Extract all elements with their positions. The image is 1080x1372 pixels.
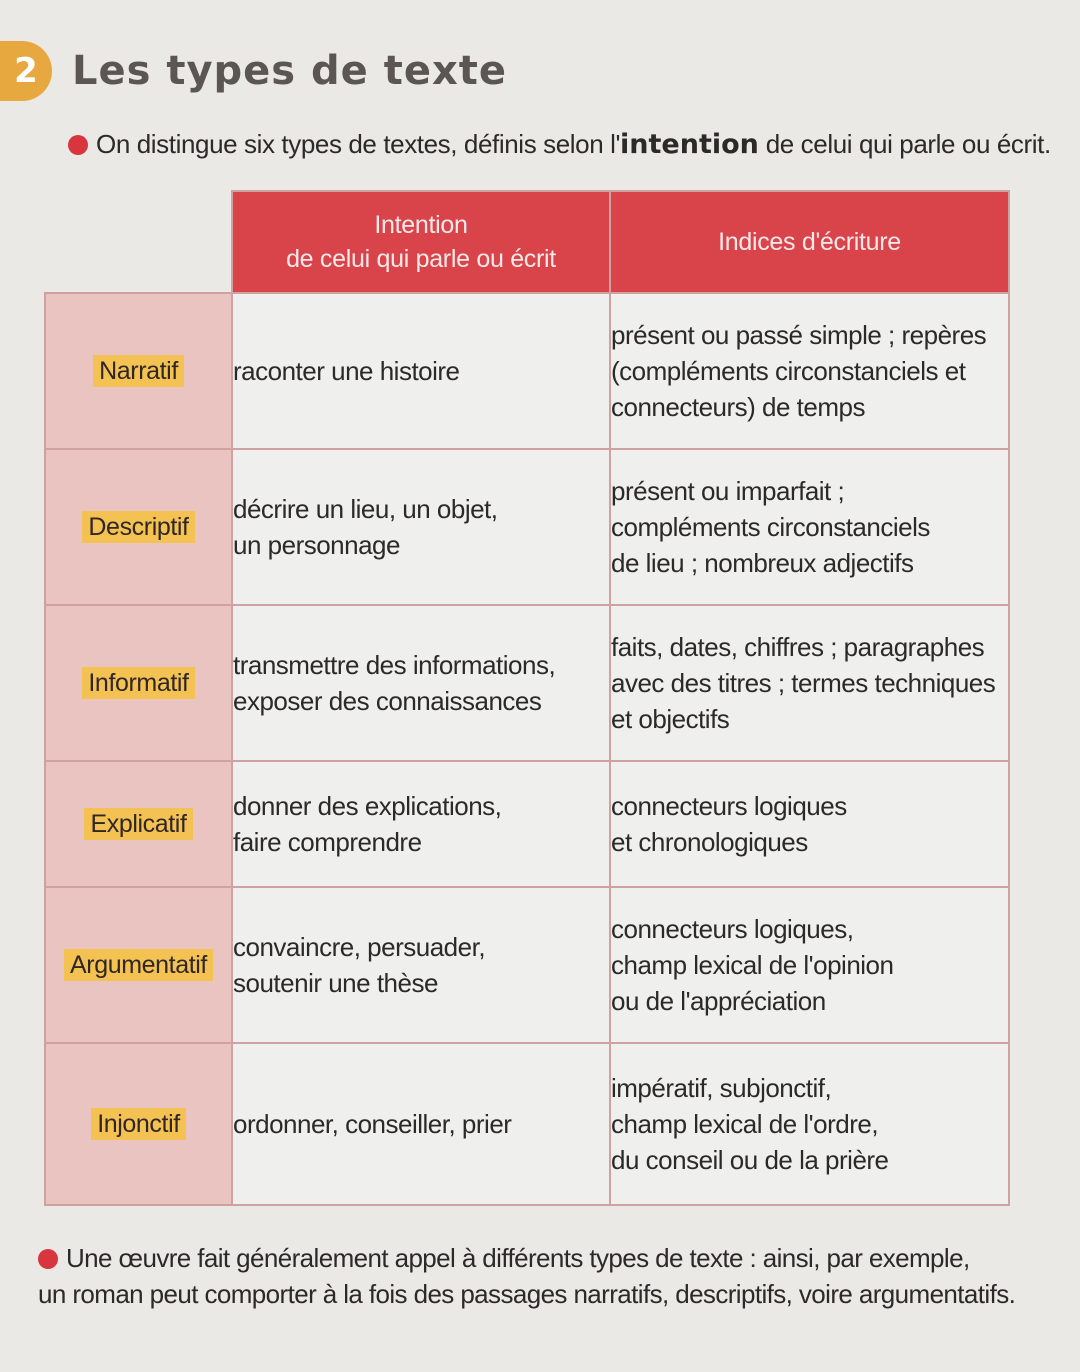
type-label: Descriptif — [82, 511, 194, 543]
indices-line: du conseil ou de la prière — [611, 1145, 889, 1175]
intention-line: décrire un lieu, un objet, — [233, 494, 498, 524]
indices-cell — [610, 293, 1009, 449]
section-title: Les types de texte — [72, 48, 508, 94]
indices-cell — [610, 887, 1009, 1043]
intention-cell — [232, 449, 610, 605]
header-intention-line1: Intention — [374, 211, 468, 239]
indices-line: présent ou imparfait ; — [611, 476, 845, 506]
footer-line-1 — [38, 1240, 1068, 1276]
intention-cell — [232, 293, 610, 449]
table-row — [45, 1043, 1009, 1205]
table-row — [45, 605, 1009, 761]
header-indices — [610, 191, 1009, 293]
indices-line: présent ou passé simple ; repères — [611, 320, 987, 350]
type-label: Injonctif — [91, 1108, 186, 1140]
intention-line: transmettre des informations, — [233, 650, 556, 680]
type-cell — [45, 887, 232, 1043]
intention-cell — [232, 887, 610, 1043]
intention-line: exposer des connaissances — [233, 686, 542, 716]
intention-cell — [232, 1043, 610, 1205]
type-label: Narratif — [93, 355, 184, 387]
intention-cell — [232, 761, 610, 887]
intro-text-before: On distingue six types de textes, définis selon l' — [96, 129, 621, 159]
intro-text-after: de celui qui parle ou écrit. — [758, 129, 1051, 159]
type-cell — [45, 293, 232, 449]
indices-line: connecteurs) de temps — [611, 392, 865, 422]
indices-line: champ lexical de l'opinion — [611, 950, 894, 980]
type-label: Informatif — [82, 667, 194, 699]
intention-line: soutenir une thèse — [233, 968, 438, 998]
text-types-table — [44, 190, 1010, 1206]
indices-line: avec des titres ; termes techniques — [611, 668, 996, 698]
table-row — [45, 293, 1009, 449]
intention-line: un personnage — [233, 530, 400, 560]
indices-line: ou de l'appréciation — [611, 986, 826, 1016]
table-row — [45, 887, 1009, 1043]
indices-line: et chronologiques — [611, 827, 808, 857]
intention-line: raconter une histoire — [233, 356, 460, 386]
indices-line: (compléments circonstanciels et — [611, 356, 966, 386]
indices-line: faits, dates, chiffres ; paragraphes — [611, 632, 985, 662]
indices-line: connecteurs logiques, — [611, 914, 854, 944]
type-cell — [45, 605, 232, 761]
intention-cell — [232, 605, 610, 761]
indices-line: champ lexical de l'ordre, — [611, 1109, 879, 1139]
header-intention-line2: de celui qui parle ou écrit — [286, 245, 556, 273]
indices-cell — [610, 761, 1009, 887]
type-label: Argumentatif — [64, 949, 213, 981]
indices-line: et objectifs — [611, 704, 730, 734]
section-number-badge: 2 — [0, 41, 52, 101]
indices-cell — [610, 1043, 1009, 1205]
indices-cell — [610, 605, 1009, 761]
footer-line-2: un roman peut comporter à la fois des passages narratifs, descriptifs, voire argumentatifs. — [38, 1279, 1016, 1309]
header-intention — [232, 191, 610, 293]
intention-line: faire comprendre — [233, 827, 422, 857]
indices-line: impératif, subjonctif, — [611, 1073, 832, 1103]
footer-text-1: Une œuvre fait généralement appel à différents types de texte : ainsi, par exemple, — [66, 1243, 970, 1273]
header-indices-label: Indices d'écriture — [718, 228, 901, 256]
type-cell — [45, 1043, 232, 1205]
bullet-dot-icon — [38, 1249, 58, 1269]
type-label: Explicatif — [84, 808, 192, 840]
indices-line: connecteurs logiques — [611, 791, 847, 821]
intention-line: donner des explications, — [233, 791, 502, 821]
intro-emphasis: intention — [620, 129, 759, 160]
table-header-row — [45, 191, 1009, 293]
intention-line: convaincre, persuader, — [233, 932, 486, 962]
intro-paragraph — [68, 126, 1068, 163]
type-cell — [45, 449, 232, 605]
type-cell — [45, 761, 232, 887]
bullet-dot-icon — [68, 135, 88, 155]
section-header — [0, 40, 507, 102]
table-corner-cell — [45, 191, 232, 293]
table-row — [45, 761, 1009, 887]
table-row — [45, 449, 1009, 605]
indices-line: de lieu ; nombreux adjectifs — [611, 548, 914, 578]
footer-paragraph — [38, 1240, 1068, 1312]
intention-line: ordonner, conseiller, prier — [233, 1109, 512, 1139]
indices-cell — [610, 449, 1009, 605]
indices-line: compléments circonstanciels — [611, 512, 930, 542]
